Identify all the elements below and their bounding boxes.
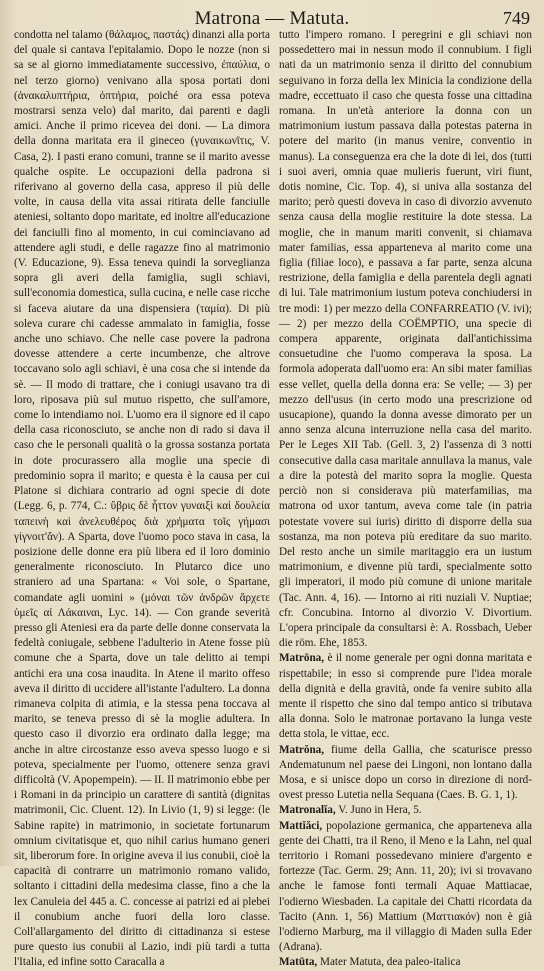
entry-head-matronalia: Matronalĭa,	[279, 804, 336, 817]
matrimonio-roman-text: tutto l'impero romano. I peregrini e gli schiavi non possedettero mai in nessun modo il connubium. I figli nati da un matrimonio senza il diritto del connubium seguivano in forza della lex Minicia la condizione della madre, eccettuato il caso che questa fosse una cittadina romana. In un'età anteriore la donna con un matrimonium iustum passava dalla potestas paterna in potere del marito (in manus venire, conventio in manus). La conseguenza era che la dote di lei, dos (tutti i suoi averi, omnia quae mulieris fuerunt, viri fiunt, dotis nomine, Cic. Top. 4), si univa alla sostanza del marito; però questi doveva in caso di divorzio avvenuto senza causa della moglie restituire la dote stessa. La moglie, che in manum mariti convenit, si chiamava mater familias, essa apparteneva al marito come una figlia (filiae loco), e passava a far parte, senza alcuna restrizione, della famiglia e della parentela degli agnati di lui. Tale matrimonium iustum poteva conchiudersi in tre modi: 1) per mezzo della CONFARREATIO (V. ivi); — 2) per mezzo della COËMPTIO, una specie di compera apparente, originata dall'antichissima consuetudine che l'uomo comperava la sposa. La formola adoperata dall'uomo era: An sibi mater familias esse vellet, quella della donna era: Se velle; — 3) per mezzo dell'usus (in certo modo una prescrizione od usucapione), quando la donna avesse dimorato per un anno senza alcuna interruzione nella casa del marito. Per le Leges XII Tab. (Gell. 3, 2) l'assenza di 3 notti consecutive dalla casa maritale annullava la manus, vale a dire la potestà del marito sopra la moglie. Questa perciò non si considerava più materfamilias, ma matrona od uxor tantum, aveva come tale (in patria potestate vovere sui iuris) diritto di disporre della sua sostanza, ma non poteva più ereditare da suo marito. Del resto anche un simile maritaggio era un iustum matrimonium, e divenne più tardi, specialmente sotto gli imperatori, il modo più comune di unione maritale (Tac. Ann. 4, 16). — Intorno ai riti nuziali V. Nuptiae; cfr. Concubina. Intorno al divorzio V. Divortium. L'opera principale da consultarsi è: A. Rossbach, Ueber die röm. Ehe, 1853.	[279, 29, 532, 650]
entry-body-matrona-river: fiume della Gallia, che scaturisce presso Andematunum nel paese dei Lingoni, non lontano dalla Mosa, e si unisce dopo un corso in direzione di nord-ovest presso Lutetia nella Sequana (Caes. B. G. 1, 1).	[279, 743, 532, 802]
entry-body-mattiaci: popolazione germanica, che apparteneva alla gente dei Chatti, tra il Reno, il Meno e la Lahn, nel qual territorio i Romani possedevano miniere d'argento e fortezze (Tac. Germ. 29; Ann. 11, 20); ivi si trovavano anche le famose fonti termali Aquae Mattiacae, l'odierno Wiesbaden. La capitale dei Chatti ricordata da Tacito (Ann. 1, 56) Mattium (Ματτιακόν) non è già l'odierno Marburg, ma il villaggio di Maden sulla Eder (Adrana).	[279, 819, 532, 954]
matrimonio-continued-text: condotta nel talamo (θάλαμος, παστάς) dinanzi alla porta del quale si cantava l'epitalamio. Dopo le nozze (non si sa se al giorno immediatamente successivo, ἐπαύλια, o nel terzo giorno) venivano alla sposa portati doni (ἀνακαλυπτήρια, ὀπτήρια, poiché ora essa poteva mostrarsi senza velo) dal marito, dai parenti e dagli amici. Anche il primo ricevea dei doni. — La dimora della donna maritata era il gineceo (γυναικωνῖτις, V. Casa, 2). I pasti erano comuni, tranne se il marito avesse qualche ospite. Le occupazioni della padrona si riferivano al governo della casa, appreso il più delle volte, in causa della vita assai ritirata delle fanciulle ateniesi, soltanto dopo maritate, ed inoltre all'educazione dei fanciulli fino al momento, in cui cominciavano ad attendere agli studi, e delle ragazze fino al matrimonio (V. Educazione, 9). Essa teneva quindi la sorveglianza sopra gli averi della famiglia, sugli schiavi, sull'economia domestica, sulla cucina, e nelle case ricche si faceva aiutare da una dispensiera (ταμία). Di più soleva curare chi cadesse ammalato in famiglia, fosse anche uno schiavo. Che nelle case povere la padrona dovesse attendere a certe incumbenze, che altrove toccavano solo agli schiavi, è una cosa che si intende da sè. — Il modo di trattare, che i coniugi usavano tra di loro, riposava più sul mutuo rispetto, che sull'amore, come lo intendiamo noi. L'uomo era il signore ed il capo della casa riconosciuto, se anche non di rado si dava il caso che le personali qualità o la grossa sostanza portata in dote procurassero alla moglie una specie di predominio sopra il marito; e questa è la causa per cui Platone si dichiara contrario ad ogni specie di dote (Legg. 6, p. 774, C.: ὕβρις δὲ ἧττον γυναιξὶ καὶ δουλεία ταπεινὴ καὶ ἀνελευθέρος διὰ χρήματα τοῖς γήμασι γίγνοιτ'ἄν). A Sparta, dove l'uomo poco stava in casa, la posizione delle donne era più libera ed il loro dominio generalmente riconosciuto. In Plutarco dice uno straniero ad una Spartana: « Voi sole, o Spartane, comandate agli uomini » (μόναι τῶν ἀνδρῶν ἄρχετε ὑμεῖς αἱ Λάκαιναι, Lyc. 14). — Con grande severità presso gli Ateniesi era da parte delle donne conservata la fedeltà coniugale, sebbene l'adulterio in Atene fosse più comune che a Sparta, dove un tale delitto ai tempi antichi era una cosa inaudita. In Atene il marito offeso aveva il diritto di uccidere all'istante l'adultero. La donna rimaneva colpita di atimia, e la stessa pena toccava al marito, se teneva presso di sè la moglie adultera. In questo caso il divorzio era ordinato dalla legge; ma anche in altre circostanze esso aveva spesso luogo e si poteva, specialmente per l'uomo, ottenere senza gravi difficoltà (V. Apopempein). — II. Il matrimonio ebbe per i Romani in da principio un carattere di santità (dignitas matrimonii, Cic. Cluent. 12). In Livio (1, 9) si legge: (le Sabine rapite) in matrimonio, in societate fortunarum omnium civitatisque et, quo nihil carius humano generi sit, liberorum fore. In origine aveva il ius conubii, cioè la capacità di contrarre un matrimonio romano valido, soltanto i cittadini della medesima classe, fino a che la lex Canuleia del 445 a. C. concesse ai patrizi ed ai plebei il conubium anche fuori della loro classe. Coll'allargamento del diritto di cittadinanza si estese pure questo ius conubii al Lazio, indi più tardi a tutta l'Italia, ed infine sotto Caracalla a	[14, 29, 270, 969]
running-head: Matrona — Matuta.	[194, 8, 350, 29]
entry-matronalia	[279, 803, 532, 818]
left-column	[14, 28, 270, 969]
entry-body-matrona: è il nome generale per ogni donna maritata e rispettabile; in esso si comprende pure l'idea morale della dignità e della gravità, onde fa venire subito alla mente il rispetto che sino dal tempo antico si tributava alla donna. Solo le matronae portavano la lunga veste detta stola, le vittae, ecc.	[279, 652, 532, 741]
entry-head-mattiaci: Mattĭăci,	[279, 819, 323, 832]
page-number: 749	[503, 8, 530, 28]
entry-mattiaci	[279, 819, 532, 956]
entry-matrona-river	[279, 743, 532, 804]
entry-body-matronalia: V. Juno in Hera, 5.	[335, 804, 422, 817]
entry-body-matuta: Mater Matuta, dea paleo-italica	[317, 956, 461, 969]
entry-matrona	[279, 651, 532, 742]
entry-head-matuta: Matūta,	[279, 956, 318, 969]
right-column	[279, 28, 532, 969]
entry-head-matrona-river: Matrŏna,	[279, 743, 325, 756]
entry-matuta	[279, 955, 532, 970]
entry-head-matrona: Matrōna,	[279, 652, 325, 665]
